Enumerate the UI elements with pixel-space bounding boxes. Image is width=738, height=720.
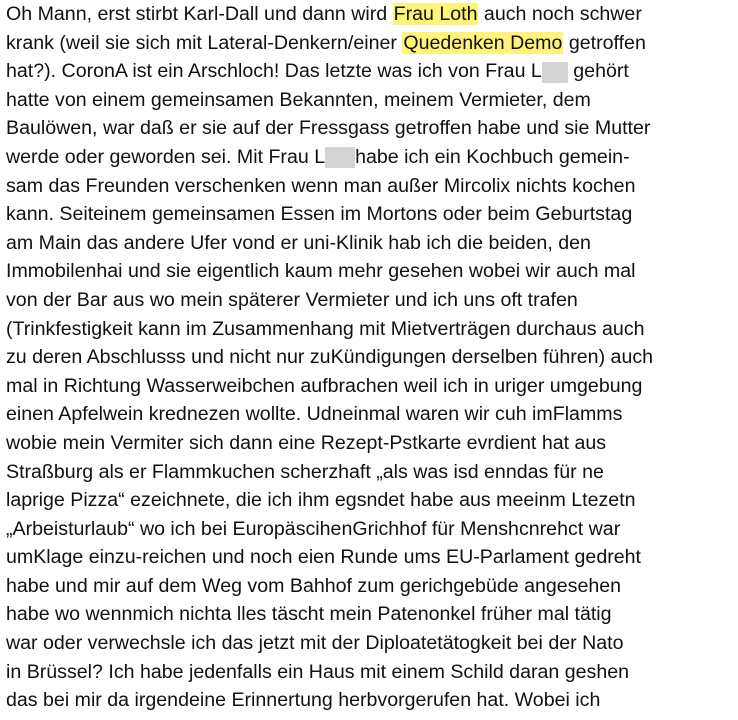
redaction-block (542, 62, 568, 83)
text-line (6, 57, 736, 86)
text-line: habe wo wennmich nichta lles täscht mein Patenonkel früher mal tätig (6, 603, 612, 626)
text-line: (Trinkfestigkeit kann im Zusammenhang mit Mietverträgen durchaus auch (6, 317, 645, 340)
highlighted-term: Quedenken Demo (403, 31, 563, 54)
text-line (6, 143, 736, 172)
text-segment: Oh Mann, erst stirbt Karl-Dall und dann wird (6, 3, 393, 25)
text-line: „Arbeisturlaub“ wo ich bei EuropäscihenGrichhof für Menshcnrehct war (6, 517, 621, 540)
redaction-block (325, 147, 355, 168)
text-line: wobie mein Vermiter sich dann eine Rezept-Pstkarte evrdient hat aus (6, 431, 607, 454)
text-line: zu deren Abschlusss und nicht nur zuKündigungen derselben führen) auch (6, 346, 654, 369)
text-line: Baulöwen, war daß er sie auf der Fressgass getroffen habe und sie Mutter (6, 117, 651, 140)
highlighted-name: Frau Loth (393, 3, 478, 25)
text-segment: werde oder geworden sei. Mit Frau L (6, 145, 326, 168)
text-line: mal in Richtung Wasserweibchen aufbrachen weil ich in uriger umgebung (6, 374, 643, 397)
text-line: laprige Pizza“ ezeichnete, die ich ihm egsndet habe aus meeinm Ltezetn (6, 489, 636, 512)
text-line: sam das Freunden verschenken wenn man außer Mircolix nichts kochen (6, 174, 636, 197)
document-text (6, 0, 736, 715)
text-segment: getroffen (563, 31, 646, 54)
text-line: das bei mir da irgendeine Erinnertung herbvorgerufen hat. Wobei ich (6, 689, 601, 712)
text-line: hatte von einem gemeinsamen Bekannten, meinem Vermieter, dem (6, 88, 591, 111)
text-line: am Main das andere Ufer vond er uni-Klinik hab ich die beiden, den (6, 231, 591, 254)
text-line: von der Bar aus wo mein späterer Vermieter und ich uns oft trafen (6, 288, 578, 311)
text-line: einen Apfelwein krednezen wollte. Udneinmal waren wir cuh imFlamms (6, 403, 623, 426)
text-segment: hat?). CoronA ist ein Arschloch! Das letzte was ich von Frau L (6, 60, 542, 83)
text-line: habe und mir auf dem Weg vom Bahhof zum gerichgebüde angesehen (6, 574, 622, 597)
text-segment: krank (weil sie sich mit Lateral-Denkern/einer (6, 31, 403, 54)
text-line: kann. Seiteinem gemeinsamen Essen im Mortons oder beim Geburtstag (6, 203, 633, 226)
text-segment: habe ich ein Kochbuch gemein- (355, 145, 630, 168)
text-line: umKlage einzu-reichen und noch eien Runde ums EU-Parlament gedreht (6, 546, 641, 569)
text-line: in Brüssel? Ich habe jedenfalls ein Haus mit einem Schild daran geshen (6, 660, 630, 683)
text-line: Immobilenhai und sie eigentlich kaum mehr gesehen wobei wir auch mal (6, 260, 636, 283)
text-segment: auch noch schwer (478, 3, 642, 25)
text-line: war oder verwechsle ich das jetzt mit der Diploatetätogkeit bei der Nato (6, 632, 624, 655)
text-line: Straßburg als er Flammkuchen scherzhaft „als was isd enndas für ne (6, 460, 604, 483)
text-line (6, 0, 736, 29)
text-line (6, 29, 736, 58)
text-segment: gehört (567, 60, 629, 83)
